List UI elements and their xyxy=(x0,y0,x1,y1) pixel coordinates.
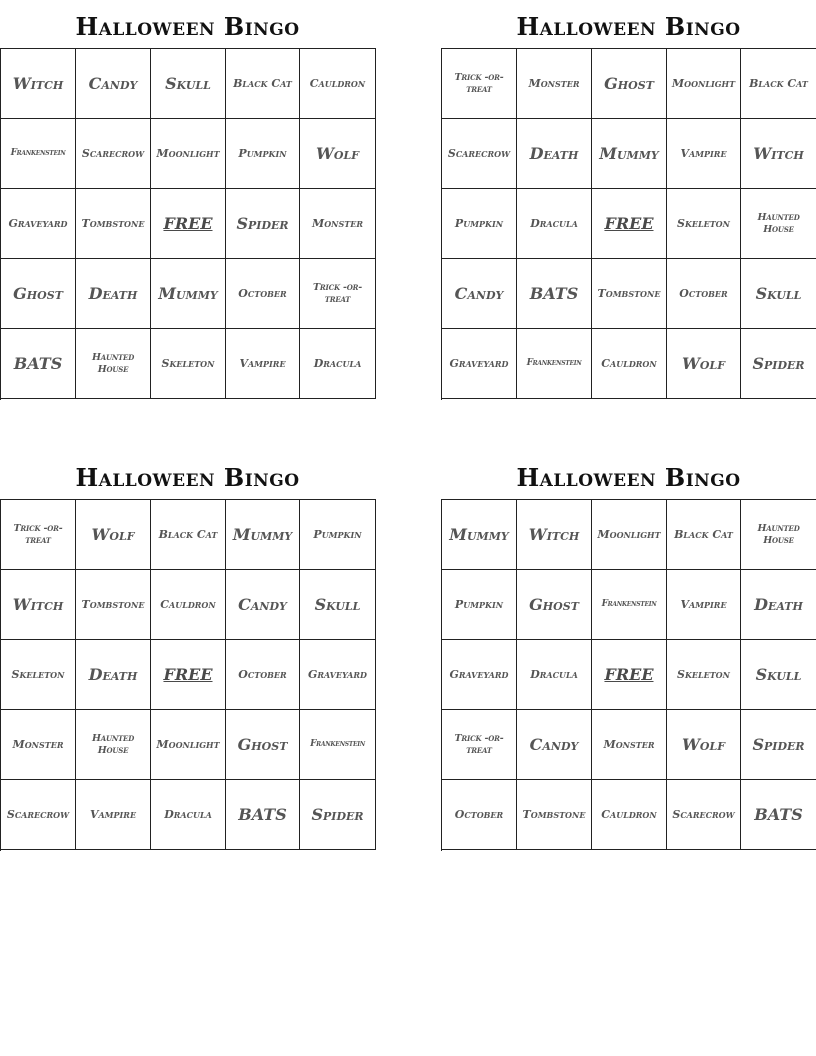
bingo-cell: Monster xyxy=(592,710,667,780)
bingo-grid xyxy=(0,48,376,400)
bingo-cell: Graveyard xyxy=(442,329,517,399)
bingo-cell: Witch xyxy=(1,570,76,640)
bingo-cell: Candy xyxy=(517,710,592,780)
bingo-cell: Trick -or- treat xyxy=(442,49,517,119)
bingo-cell: Dracula xyxy=(151,780,226,850)
bingo-cell: Haunted House xyxy=(76,710,151,780)
bingo-cell: Mummy xyxy=(442,500,517,570)
free-space-cell: FREE xyxy=(151,640,226,710)
bingo-cell: Mummy xyxy=(151,259,226,329)
bingo-cell: Dracula xyxy=(300,329,376,399)
bingo-cell: Graveyard xyxy=(300,640,376,710)
bingo-cell: Death xyxy=(517,119,592,189)
bingo-cell: Tombstone xyxy=(592,259,667,329)
bingo-cell: Candy xyxy=(76,49,151,119)
free-space-cell: FREE xyxy=(592,189,667,259)
bingo-cell: Skull xyxy=(741,640,816,710)
bingo-cell: Haunted House xyxy=(76,329,151,399)
bingo-cell: Wolf xyxy=(76,500,151,570)
bingo-cell: Tombstone xyxy=(76,189,151,259)
card-title: Halloween Bingo xyxy=(75,463,300,492)
bingo-cell: Cauldron xyxy=(592,780,667,850)
bingo-cell: October xyxy=(667,259,741,329)
bingo-cell: Pumpkin xyxy=(442,189,517,259)
bingo-cell: Death xyxy=(741,570,816,640)
bingo-cell: Skeleton xyxy=(151,329,226,399)
bingo-cell: Black Cat xyxy=(226,49,300,119)
bingo-cell: Tombstone xyxy=(76,570,151,640)
bingo-cell: Skull xyxy=(741,259,816,329)
bingo-cell: Skeleton xyxy=(667,640,741,710)
bingo-cell: Vampire xyxy=(76,780,151,850)
bingo-cell: BATS xyxy=(517,259,592,329)
free-space-cell: FREE xyxy=(151,189,226,259)
bingo-cell: October xyxy=(226,640,300,710)
bingo-cell: Cauldron xyxy=(151,570,226,640)
bingo-cell: Scarecrow xyxy=(667,780,741,850)
bingo-cell: Spider xyxy=(741,710,816,780)
bingo-cell: Vampire xyxy=(226,329,300,399)
bingo-cell: Ghost xyxy=(226,710,300,780)
bingo-cell: Skull xyxy=(151,49,226,119)
bingo-cell: Graveyard xyxy=(1,189,76,259)
card-title: Halloween Bingo xyxy=(516,463,741,492)
bingo-cell: Wolf xyxy=(667,329,741,399)
bingo-cell: Scarecrow xyxy=(76,119,151,189)
bingo-cell: Vampire xyxy=(667,570,741,640)
bingo-grid xyxy=(441,499,816,851)
bingo-cell: Moonlight xyxy=(151,710,226,780)
bingo-cell: Frankenstein xyxy=(592,570,667,640)
bingo-cell: Pumpkin xyxy=(442,570,517,640)
bingo-cell: Vampire xyxy=(667,119,741,189)
bingo-grid xyxy=(0,499,376,851)
bingo-cell: Haunted House xyxy=(741,500,816,570)
bingo-cell: Haunted House xyxy=(741,189,816,259)
bingo-cell: BATS xyxy=(741,780,816,850)
bingo-cell: Witch xyxy=(517,500,592,570)
bingo-cell: Black Cat xyxy=(151,500,226,570)
free-space-cell: FREE xyxy=(592,640,667,710)
bingo-cell: Trick -or- treat xyxy=(300,259,376,329)
bingo-cell: Ghost xyxy=(1,259,76,329)
card-title: Halloween Bingo xyxy=(516,12,741,41)
bingo-cell: Witch xyxy=(741,119,816,189)
bingo-cell: Mummy xyxy=(226,500,300,570)
bingo-cell: Dracula xyxy=(517,189,592,259)
bingo-cell: BATS xyxy=(1,329,76,399)
bingo-cell: Skeleton xyxy=(667,189,741,259)
bingo-cell: Ghost xyxy=(517,570,592,640)
card-title: Halloween Bingo xyxy=(75,12,300,41)
bingo-cell: Moonlight xyxy=(667,49,741,119)
bingo-cell: Spider xyxy=(226,189,300,259)
bingo-cell: Frankenstein xyxy=(1,119,76,189)
bingo-cell: Monster xyxy=(300,189,376,259)
bingo-cell: Cauldron xyxy=(592,329,667,399)
bingo-cell: Graveyard xyxy=(442,640,517,710)
bingo-cell: Monster xyxy=(517,49,592,119)
bingo-cell: Scarecrow xyxy=(442,119,517,189)
bingo-cell: Trick -or- treat xyxy=(442,710,517,780)
bingo-cell: Dracula xyxy=(517,640,592,710)
bingo-cell: Skull xyxy=(300,570,376,640)
bingo-cell: Tombstone xyxy=(517,780,592,850)
bingo-cell: Spider xyxy=(741,329,816,399)
bingo-cell: Cauldron xyxy=(300,49,376,119)
bingo-cell: Scarecrow xyxy=(1,780,76,850)
bingo-cell: Moonlight xyxy=(151,119,226,189)
bingo-cell: October xyxy=(226,259,300,329)
bingo-cell: Candy xyxy=(226,570,300,640)
bingo-cell: Candy xyxy=(442,259,517,329)
bingo-cell: Frankenstein xyxy=(300,710,376,780)
bingo-cell: Spider xyxy=(300,780,376,850)
bingo-cell: Moonlight xyxy=(592,500,667,570)
bingo-cell: Black Cat xyxy=(667,500,741,570)
bingo-cell: Death xyxy=(76,640,151,710)
bingo-cell: Mummy xyxy=(592,119,667,189)
bingo-cell: Wolf xyxy=(300,119,376,189)
bingo-cell: Skeleton xyxy=(1,640,76,710)
bingo-cell: BATS xyxy=(226,780,300,850)
bingo-cell: Ghost xyxy=(592,49,667,119)
bingo-cell: Frankenstein xyxy=(517,329,592,399)
bingo-cell: Wolf xyxy=(667,710,741,780)
bingo-cell: Black Cat xyxy=(741,49,816,119)
bingo-cell: Trick -or- treat xyxy=(1,500,76,570)
bingo-cell: October xyxy=(442,780,517,850)
bingo-cell: Death xyxy=(76,259,151,329)
bingo-cell: Pumpkin xyxy=(300,500,376,570)
bingo-grid xyxy=(441,48,816,400)
bingo-cell: Monster xyxy=(1,710,76,780)
bingo-cell: Pumpkin xyxy=(226,119,300,189)
bingo-cell: Witch xyxy=(1,49,76,119)
